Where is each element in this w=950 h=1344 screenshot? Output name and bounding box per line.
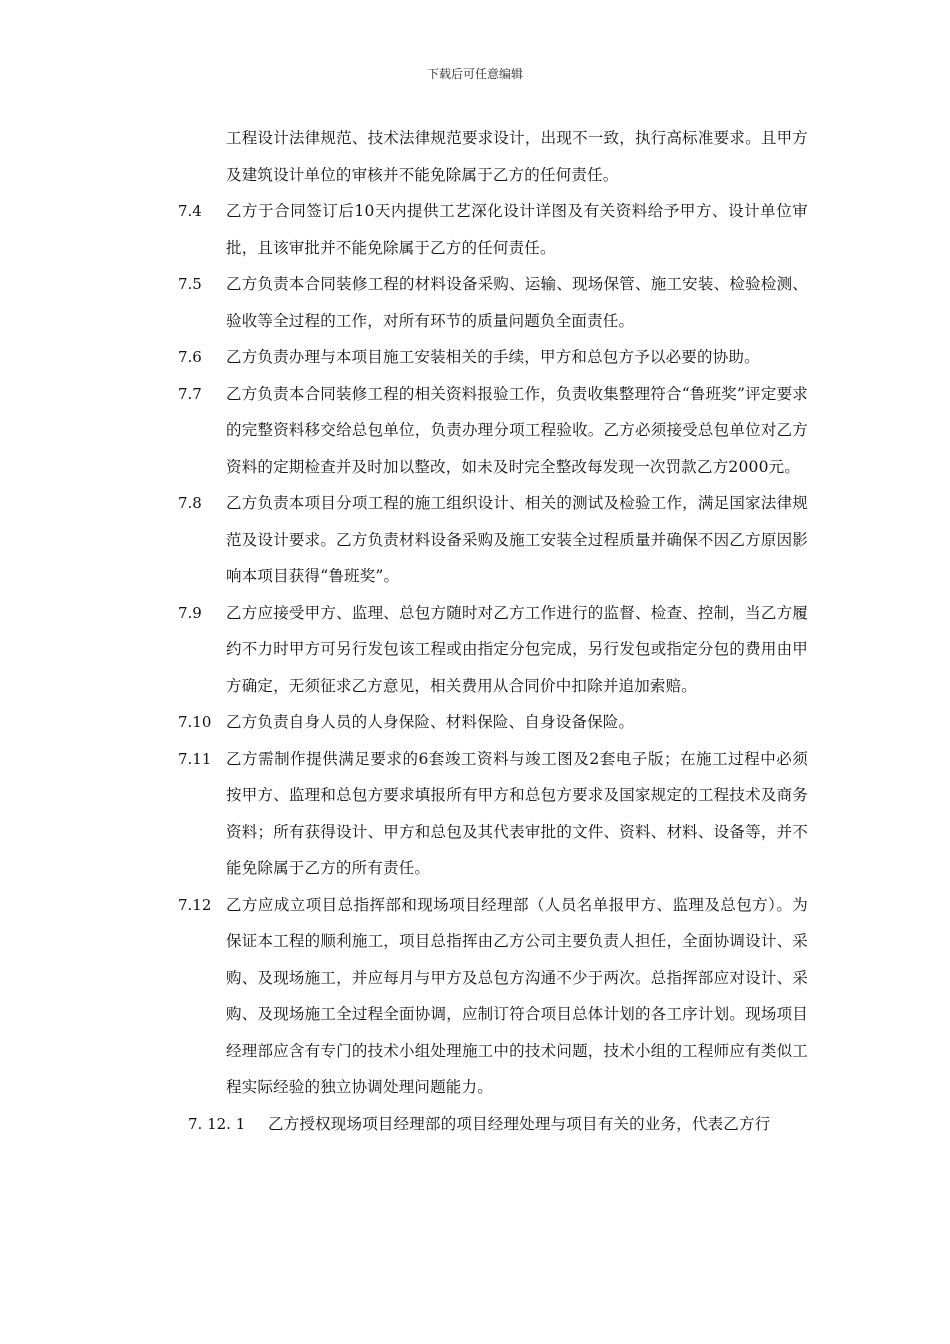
clause-number: 7.7	[178, 384, 202, 403]
clause-7-6	[178, 339, 808, 376]
clause-number: 7.5	[178, 275, 202, 293]
clause-number: 7.12	[178, 895, 212, 914]
clause-text: 乙方负责办理与本项目施工安装相关的手续，甲方和总包方予以必要的协助。	[226, 348, 760, 366]
clause-7-9	[178, 595, 808, 705]
clause-number: 7.10	[178, 713, 212, 731]
clause-7-7	[178, 376, 808, 486]
clause-7-10	[178, 704, 808, 741]
clause-7-12-1	[178, 1106, 808, 1143]
clause-continuation	[178, 120, 808, 193]
clause-number: 7. 12. 1	[188, 1114, 246, 1133]
document-body	[178, 120, 808, 1142]
clause-7-12	[178, 887, 808, 1106]
clause-text: 乙方负责自身人员的人身保险、材料保险、自身设备保险。	[226, 713, 635, 731]
clause-text: 乙方于合同签订后10天内提供工艺深化设计详图及有关资料给予甲方、设计单位审批，且该审批并不能免除属于乙方的任何责任。	[226, 202, 808, 257]
clause-7-11	[178, 741, 808, 887]
clause-text: 乙方授权现场项目经理部的项目经理处理与项目有关的业务，代表乙方行	[268, 1114, 771, 1133]
clause-7-4	[178, 193, 808, 266]
clause-text: 乙方应接受甲方、监理、总包方随时对乙方工作进行的监督、检查、控制，当乙方履约不力时甲方可另行发包该工程或由指定分包完成，另行发包或指定分包的费用由甲方确定，无须征求乙方意见，相关费用从合同价中扣除并追加索赔。	[226, 603, 808, 695]
clause-number: 7.4	[178, 202, 202, 220]
page-header: 下载后可任意编辑	[426, 67, 523, 81]
clause-number: 7.11	[178, 749, 212, 768]
clause-number: 7.8	[178, 494, 202, 512]
clause-text: 工程设计法律规范、技术法律规范要求设计，出现不一致，执行高标准要求。且甲方及建筑设计单位的审核并不能免除属于乙方的任何责任。	[226, 129, 808, 184]
clause-text: 乙方需制作提供满足要求的6套竣工资料与竣工图及2套电子版；在施工过程中必须按甲方、监理和总包方要求填报所有甲方和总包方要求及国家规定的工程技术及商务资料；所有获得设计、甲方和总包及其代表审批的文件、资料、材料、设备等，并不能免除属于乙方的所有责任。	[226, 749, 808, 877]
clause-number: 7.9	[178, 603, 202, 622]
clause-number: 7.6	[178, 348, 202, 366]
clause-text: 乙方负责本合同装修工程的材料设备采购、运输、现场保管、施工安装、检验检测、验收等全过程的工作，对所有环节的质量问题负全面责任。	[226, 275, 808, 330]
clause-text: 乙方应成立项目总指挥部和现场项目经理部（人员名单报甲方、监理及总包方）。为保证本工程的顺利施工，项目总指挥由乙方公司主要负责人担任，全面协调设计、采购、及现场施工，并应每月与甲方及总包方沟通不少于两次。总指挥部应对设计、采购、及现场施工全过程全面协调，应制订符合项目总体计划的各工序计划。现场项目经理部应含有专门的技术小组处理施工中的技术问题，技术小组的工程师应有类似工程实际经验的独立协调处理问题能力。	[226, 895, 808, 1096]
clause-7-5	[178, 266, 808, 339]
clause-text: 乙方负责本项目分项工程的施工组织设计、相关的测试及检验工作，满足国家法律规范及设计要求。乙方负责材料设备采购及施工安装全过程质量并确保不因乙方原因影响本项目获得“鲁班奖”。	[226, 494, 808, 585]
clause-7-8	[178, 485, 808, 595]
clause-text: 乙方负责本合同装修工程的相关资料报验工作，负责收集整理符合“鲁班奖”评定要求的完整资料移交给总包单位，负责办理分项工程验收。乙方必须接受总包单位对乙方资料的定期检查并及时加以整改，如未及时完全整改每发现一次罚款乙方2000元。	[226, 384, 808, 476]
